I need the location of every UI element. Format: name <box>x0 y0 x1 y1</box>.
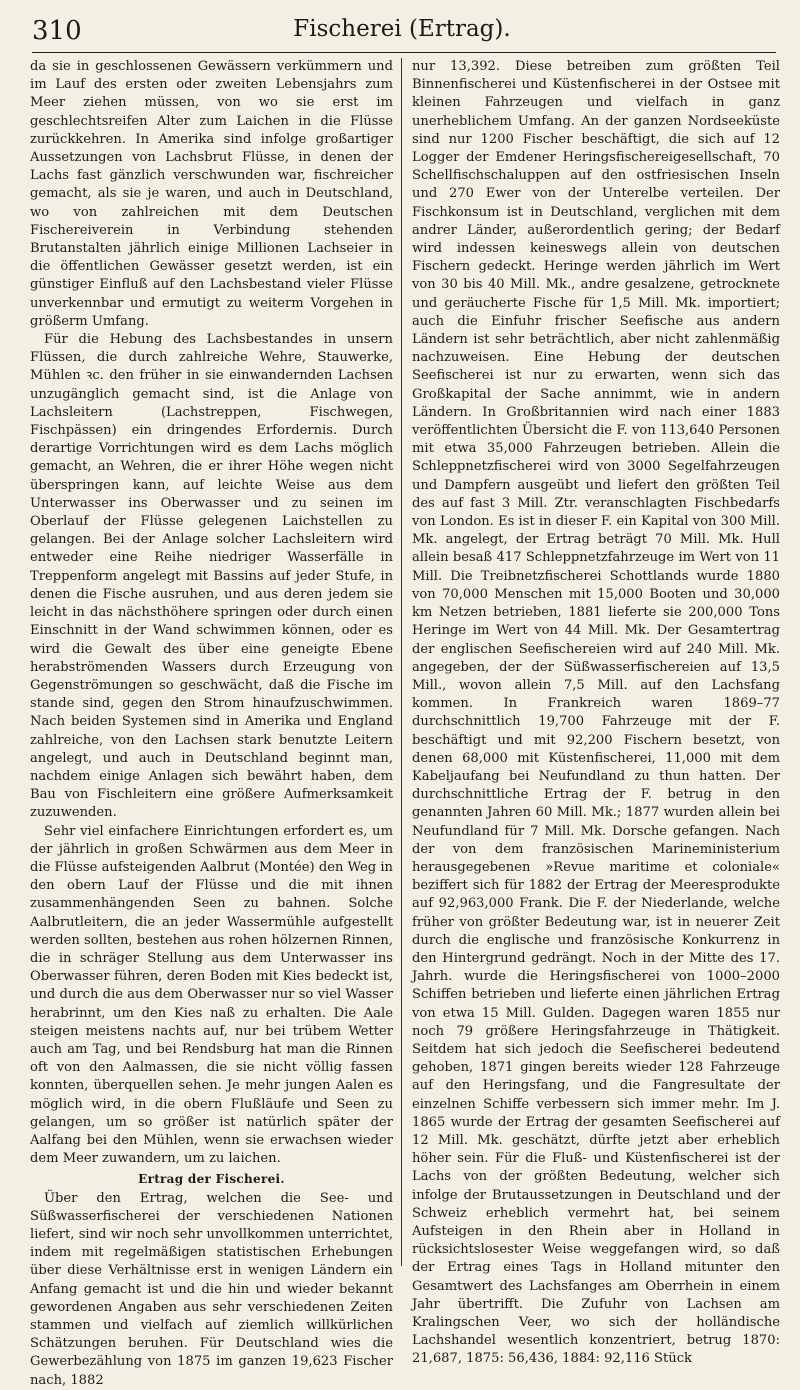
paragraph: nur 13,392. Diese betreiben zum größten Teil Binnenfischerei und Küstenfischerei in der Ostsee mit kleinen Fahrzeugen und vielfach in ganz unerheblichem Umfang. An der ganzen Nordseeküste sind nur 1200 Fischer beschäftigt, die sich auf 12 Logger der Emdener Heringsfischereigesellschaft, 70 Schellfischschaluppen auf den ostfriesischen Inseln und 270 Ewer von der Unterelbe verteilen. Der Fischkonsum ist in Deutschland, verglichen mit dem andrer Länder, außerordentlich gering; der Bedarf wird indessen keineswegs allein von deutschen Fischern gedeckt. Heringe werden jährlich im Wert von 30 bis 40 Mill. Mk., andre gesalzene, getrocknete und geräucherte Fische für 1,5 Mill. Mk. importiert; auch die Einfuhr frischer Seefische aus andern Ländern ist sehr beträchtlich, aber nicht zahlenmäßig nachzuweisen. Eine Hebung der deutschen Seefischerei ist nur zu erwarten, wenn sich das Großkapital der Sache annimmt, wie in andern Ländern. In Großbritannien wird nach einer 1883 veröffentlichten Übersicht die F. von 113,640 Personen mit etwa 35,000 Fahrzeugen betrieben. Allein die Schleppnetzfischerei wird von 3000 Segelfahrzeugen und Dampfern ausgeübt und liefert den größten Teil des auf fast 3 Mill. Ztr. veranschlagten Fischbedarfs von London. Es ist in dieser F. ein Kapital von 300 Mill. Mk. angelegt, der Ertrag beträgt 70 Mill. Mk. Hull allein besaß 417 Schleppnetzfahrzeuge im Wert von 11 Mill. Die Treibnetzfischerei Schottlands wurde 1880 von 70,000 Menschen mit 15,000 Booten und 30,000 km Netzen betrieben, 1881 lieferte sie 200,000 Tons Heringe im Wert von 44 Mill. Mk. Der Gesamtertrag der englischen Seefischereien wird auf 240 Mill. Mk. angegeben, der der Süßwasserfischereien auf 13,5 Mill., wovon allein 7,5 Mill. auf den Lachsfang kommen. In Frankreich waren 1869–77 durchschnittlich 19,700 Fahrzeuge mit der F. beschäftigt und mit 92,200 Fischern besetzt, von denen 68,000 mit Küstenfischerei, 11,000 mit dem Kabeljaufang bei Neufundland zu thun hatten. Der durchschnittliche Ertrag der F. betrug in den genannten Jahren 60 Mill. Mk.; 1877 wurden allein bei Neufundland für 7 Mill. Mk. Dorsche gefangen. Nach der von dem französischen Marineministerium herausgegebenen »Revue maritime et coloniale« beziffert sich für 1882 der Ertrag der Meeresprodukte auf 92,963,000 Frank. Die F. der Niederlande, welche früher von größter Bedeutung war, ist in neuerer Zeit durch die englische und französische Konkurrenz in den Hintergrund gedrängt. Noch in der Mitte des 17. Jahrh. wurde die Heringsfischerei von 1000–2000 Schiffen betrieben und lieferte einen jährlichen Ertrag von etwa 15 Mill. Gulden. Dagegen waren 1855 nur noch 79 größere Heringsfahrzeuge in Thätigkeit. Seitdem hat sich jedoch die Seefischerei bedeutend gehoben, 1871 gingen bereits wieder 128 Fahrzeuge auf den Heringsfang, und die Fangresultate der einzelnen Schiffe verbessern sich immer mehr. Im J. 1865 wurde der Ertrag der gesamten Seefischerei auf 12 Mill. Mk. geschätzt, dürfte jetzt aber erheblich höher sein. Für die Fluß- und Küstenfischerei ist der Lachs von der größten Bedeutung, welcher sich infolge der Brutaussetzungen in Deutschland und der Schweiz erheblich vermehrt hat, bei seinem Aufsteigen in den Rhein aber in Holland in rücksichtslosester Weise weggefangen wird, so daß der Ertrag eines Tags in Holland mitunter den Gesamtwert des Lachsfanges am Oberrhein in einem Jahr übertrifft. Die Zufuhr von Lachsen am Kralingschen Veer, wo sich der holländische Lachshandel wesentlich konzentriert, betrug 1870: 21,687, 1875: 56,436, 1884: 92,116 Stück <box>412 59 780 1367</box>
page-header <box>16 14 788 58</box>
paragraph: da sie in geschlossenen Gewässern verkümmern und im Lauf des ersten oder zweiten Lebensjahrs zum Meer ziehen müssen, von wo sie erst im geschlechtsreifen Alter zum Laichen in die Flüsse zurückkehren. In Amerika sind infolge großartiger Aussetzungen von Lachsbrut Flüsse, in denen der Lachs fast gänzlich verschwunden war, fischreicher gemacht, als sie je waren, und auch in Deutschland, wo von zahlreichen mit dem Deutschen Fischereiverein in Verbindung stehenden Brutanstalten jährlich einige Millionen Lachseier in die öffentlichen Gewässer gesetzt werden, ist ein günstiger Einfluß auf den Lachsbestand vieler Flüsse unverkennbar und ermutigt zu weiterm Vorgehen in größerm Umfang. <box>30 59 393 329</box>
right-column <box>402 58 788 1367</box>
running-title: Fischerei (Ertrag). <box>293 16 511 42</box>
paragraph: Über den Ertrag, welchen die See- und Süßwasserfischerei der verschiedenen Nationen liefert, sind wir noch sehr unvollkommen unterrichtet, indem mit regelmäßigen statistischen Erhebungen über diese Verhältnisse erst in wenigen Ländern ein Anfang gemacht ist und die hin und wieder bekannt gewordenen Angaben aus sehr verschiedenen Zeiten stammen und vielfach auf ziemlich willkürlichen Schätzungen beruhen. Für Deutschland wies die Gewerbezählung von 1875 im ganzen 19,623 Fischer nach, 1882 <box>30 1190 393 1388</box>
header-rule <box>32 52 776 53</box>
text-columns <box>16 58 788 1388</box>
paragraph: Sehr viel einfachere Einrichtungen erfordert es, um der jährlich in großen Schwärmen aus dem Meer in die Flüsse aufsteigenden Aalbrut (Montée) den Weg in den obern Lauf der Flüsse und die mit ihnen zusammenhängenden Seen zu bahnen. Solche Aalbrutleitern, die an jeder Wassermühle aufgestellt werden sollten, bestehen aus rohen hölzernen Rinnen, die in schräger Stellung aus dem Unterwasser ins Oberwasser führen, deren Boden mit Kies bedeckt ist, und durch die aus dem Oberwasser nur so viel Wasser herabrinnt, um den Kies naß zu erhalten. Die Aale steigen meistens nachts auf, nur bei trübem Wetter auch am Tag, und bei Rendsburg hat man die Rinnen oft von den Aalmassen, die sie nicht völlig fassen konnten, überquellen sehen. Je mehr jungen Aalen es möglich wird, in die obern Flußläufe und Seen zu gelangen, um so größer ist natürlich später der Aalfang bei den Mühlen, wenn sie erwachsen wieder dem Meer zuwandern, um zu laichen. <box>30 823 393 1167</box>
paragraph: Für die Hebung des Lachsbestandes in unsern Flüssen, die durch zahlreiche Wehre, Stauwerke, Mühlen ꝛc. den früher in sie einwandernden Lachsen unzugänglich gemacht sind, ist die Anlage von Lachsleitern (Lachstreppen, Fischwegen, Fischpässen) ein dringendes Erfordernis. Durch derartige Vorrichtungen wird es dem Lachs möglich gemacht, an Wehren, die er ihrer Höhe wegen nicht überspringen kann, auf leichte Weise aus dem Unterwasser ins Oberwasser und zu seinen im Oberlauf der Flüsse gelegenen Laichstellen zu gelangen. Bei der Anlage solcher Lachsleitern wird entweder eine Reihe niedriger Wasserfälle in Treppenform angelegt mit Bassins auf jeder Stufe, in denen die Fische ausruhen, und aus deren jedem sie leicht in das nächsthöhere springen oder durch einen Einschnitt in der Wand schwimmen können, oder es wird die Gewalt des über eine geneigte Ebene herabströmenden Wassers durch Erzeugung von Gegenströmungen so geschwächt, daß die Fische im stande sind, gegen den Strom hinaufzuschwimmen. Nach beiden Systemen sind in Amerika und England zahlreiche, von den Lachsen stark benutzte Leitern angelegt, und auch in Deutschland beginnt man, nachdem einige Anlagen sich bewährt haben, dem Bau von Fischleitern eine größere Aufmerksamkeit zuzuwenden. <box>30 332 393 821</box>
left-column <box>16 58 402 1388</box>
page-number: 310 <box>32 16 82 46</box>
section-heading: Ertrag der Fischerei. <box>138 1172 285 1187</box>
